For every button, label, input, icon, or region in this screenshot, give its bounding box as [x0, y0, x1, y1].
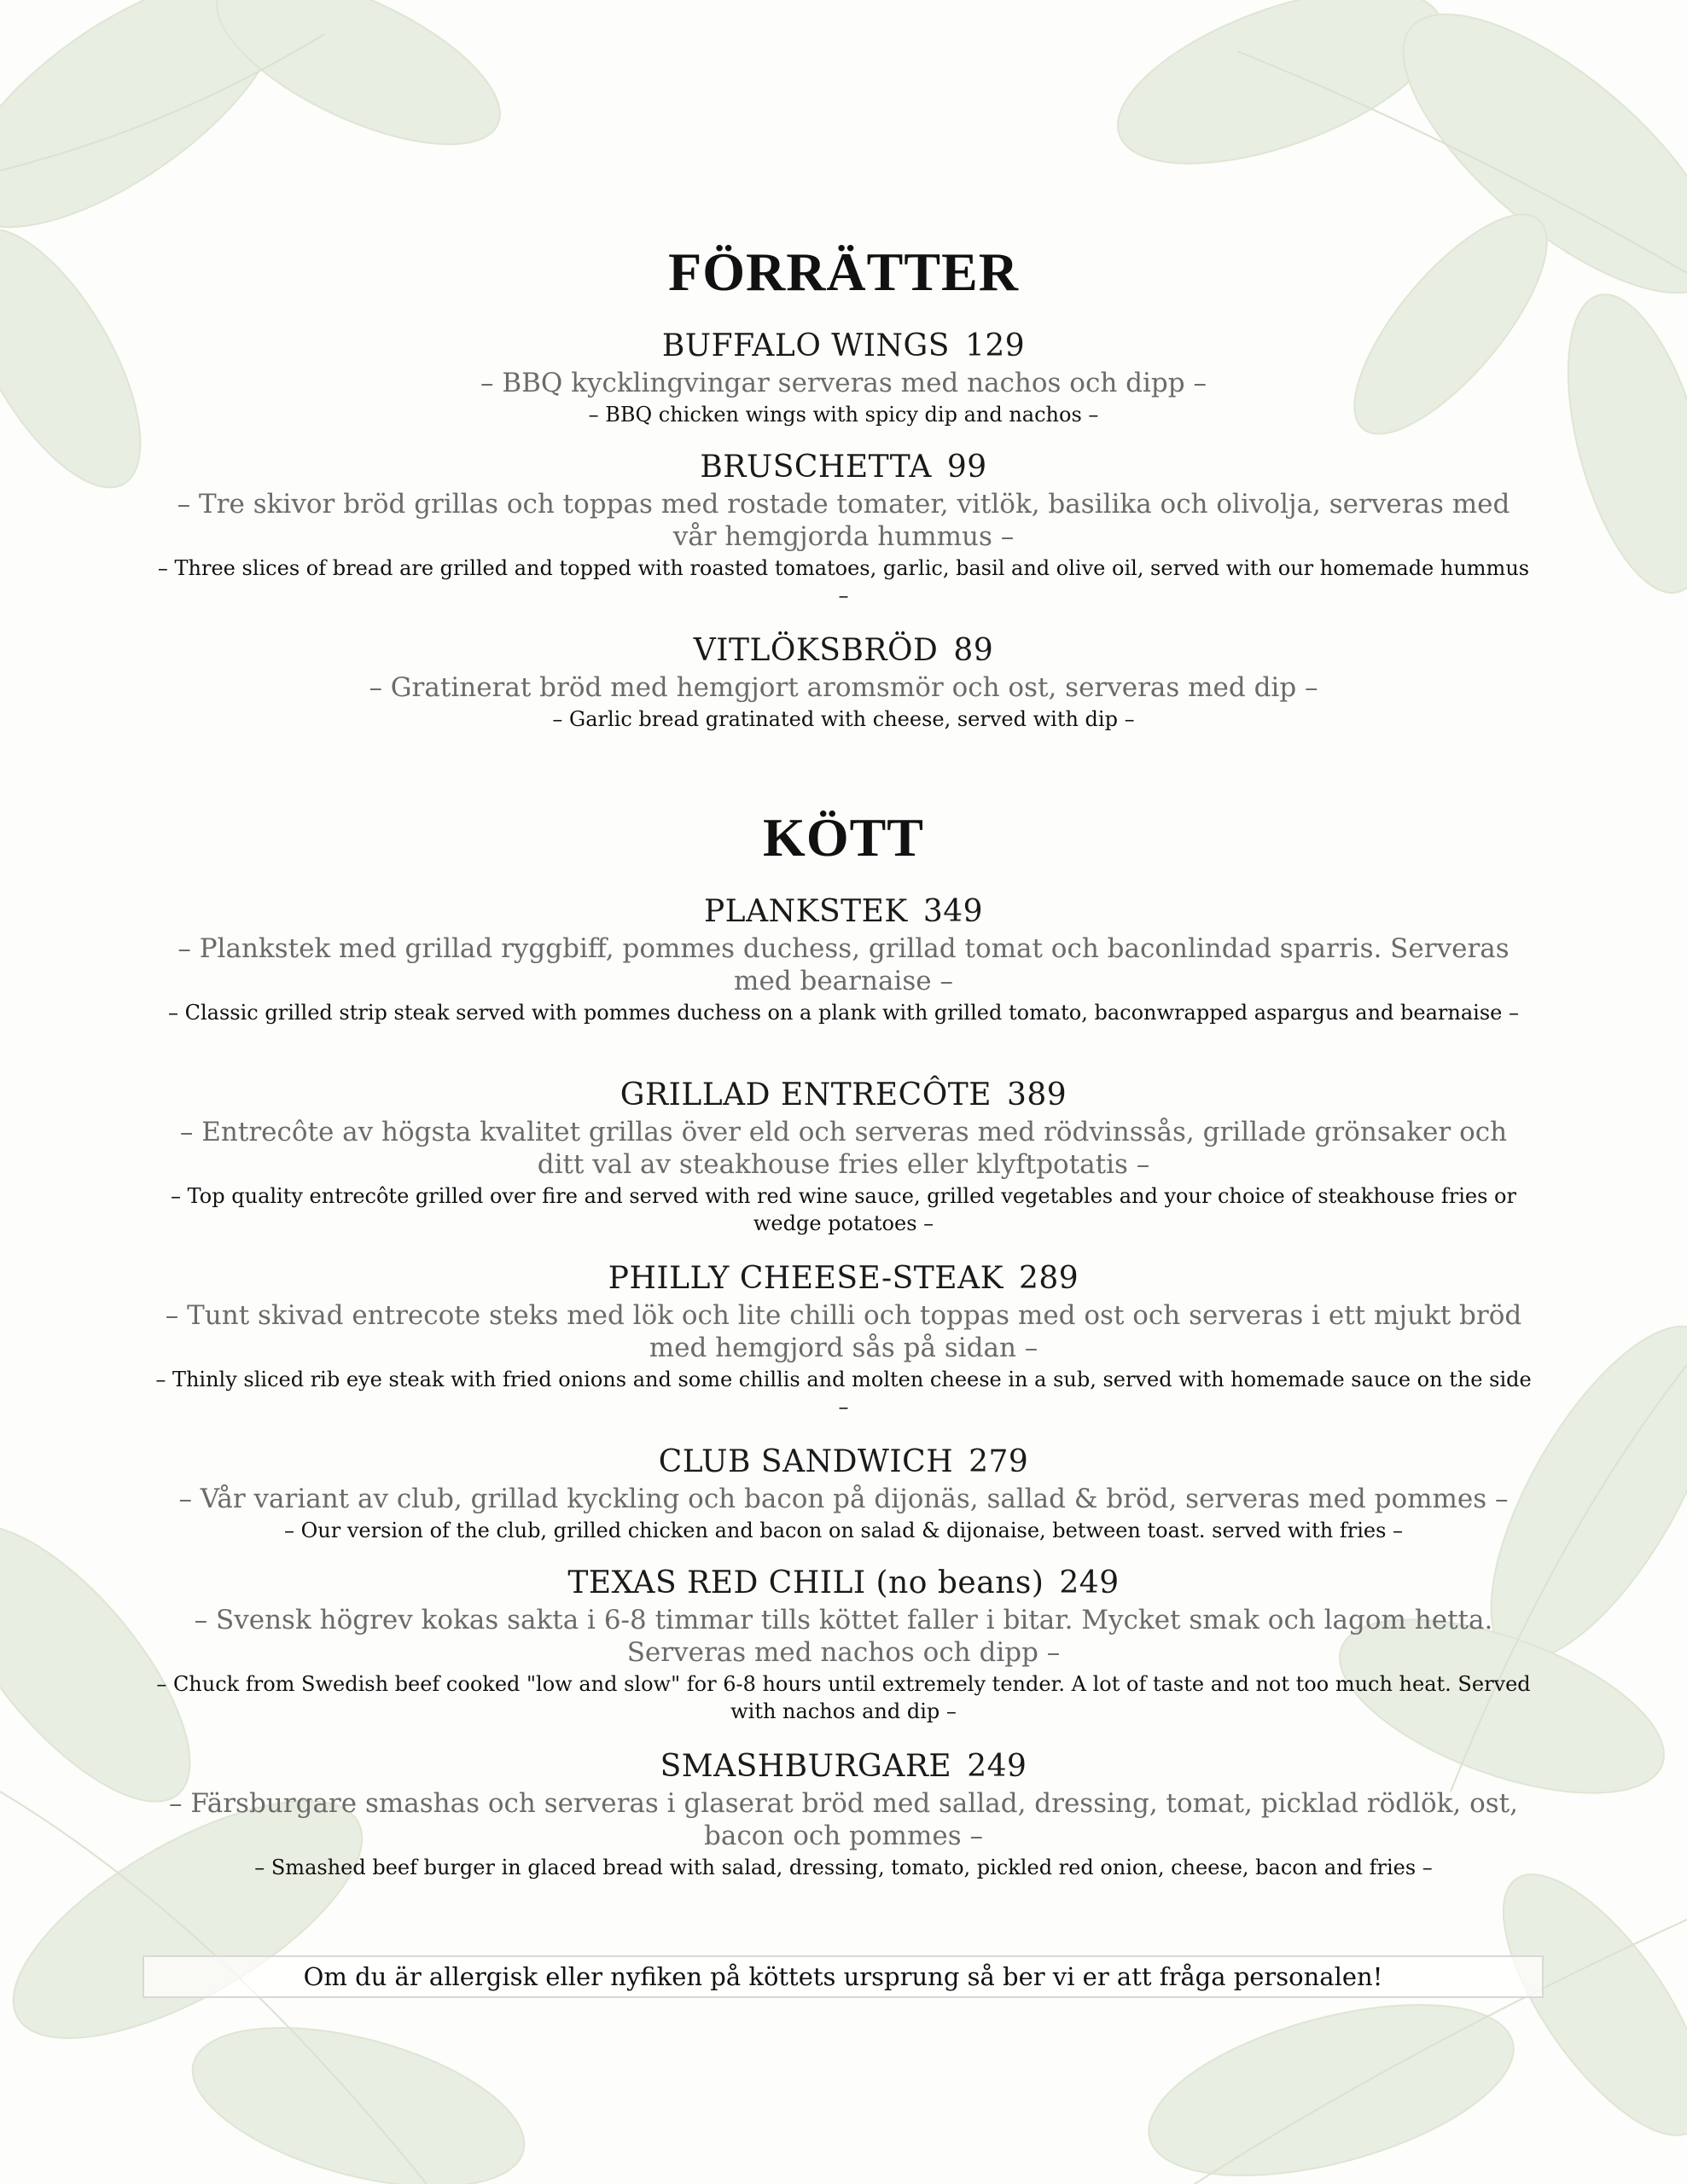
item-price: 129	[964, 328, 1026, 363]
item-name: BRUSCHETTA	[700, 450, 932, 485]
item-name-row	[154, 1565, 1533, 1602]
item-name-row	[154, 1260, 1533, 1298]
menu-item-philly-cheese-steak	[154, 1260, 1533, 1420]
item-name-row	[154, 328, 1533, 365]
item-description-english: – Smashed beef burger in glaced bread with salad, dressing, tomato, pickled red onion, cheese, bacon and fries –	[254, 1856, 1433, 1879]
item-price: 99	[946, 450, 987, 485]
item-description-english: – Thinly sliced rib eye steak with fried onions and some chillis and molten cheese in a sub, served with homemade sauce on the side –	[155, 1368, 1532, 1419]
item-description-swedish: – Vår variant av club, grillad kyckling och bacon på dijonäs, sallad & bröd, serveras med pommes –	[178, 1484, 1509, 1514]
item-price: 249	[967, 1749, 1027, 1784]
item-price: 249	[1059, 1565, 1120, 1600]
item-description-swedish: – BBQ kycklingvingar serveras med nachos och dipp –	[480, 368, 1207, 398]
item-price: 279	[969, 1444, 1029, 1479]
section-title-meat: KÖTT	[763, 807, 924, 868]
item-description-swedish: – Färsburgare smashas och serveras i glaserat bröd med sallad, dressing, tomat, picklad rödlök, ost, bacon och pommes –	[169, 1788, 1518, 1851]
item-description-swedish: – Svensk högrev kokas sakta i 6-8 timmar tills köttet faller i bitar. Mycket smak och lagom hetta. Serveras med nachos och dipp –	[194, 1605, 1493, 1668]
menu-item-club-sandwich	[154, 1443, 1533, 1544]
item-name: CLUB SANDWICH	[658, 1444, 954, 1479]
item-name: BUFFALO WINGS	[661, 328, 950, 363]
item-price: 349	[922, 894, 984, 929]
item-name: TEXAS RED CHILI (no beans)	[567, 1565, 1044, 1600]
item-description-swedish: – Entrecôte av högsta kvalitet grillas över eld och serveras med rödvinssås, grillade grönsaker och ditt val av steakhouse fries eller klyftpotatis –	[179, 1117, 1508, 1180]
menu-item-buffalo-wings	[154, 328, 1533, 428]
menu-item-plankstek	[154, 893, 1533, 1026]
menu-item-grillad-entrecote	[154, 1077, 1533, 1237]
item-name: GRILLAD ENTRECÔTE	[620, 1077, 992, 1112]
menu-item-texas-red-chili	[154, 1565, 1533, 1725]
item-description-english: – Three slices of bread are grilled and topped with roasted tomatoes, garlic, basil and olive oil, served with our homemade hummus –	[157, 556, 1530, 607]
item-name-row	[154, 1748, 1533, 1786]
item-name: PLANKSTEK	[703, 894, 908, 929]
item-description-swedish: – Tunt skivad entrecote steks med lök och lite chilli och toppas med ost och serveras i ett mjukt bröd med hemgjord sås på sidan –	[165, 1300, 1522, 1363]
item-price: 389	[1007, 1077, 1067, 1112]
item-description-english: – Top quality entrecôte grilled over fire and served with red wine sauce, grilled vegetables and your choice of steakhouse fries or wedge potatoes –	[171, 1184, 1516, 1235]
menu-item-bruschetta	[154, 449, 1533, 609]
menu-item-vitloksbrod	[154, 632, 1533, 733]
item-description-swedish: – Plankstek med grillad ryggbiff, pommes duchess, grillad tomat och baconlindad sparris. Serveras med bearnaise –	[177, 933, 1510, 996]
item-price: 289	[1018, 1261, 1079, 1296]
item-name-row	[154, 449, 1533, 486]
item-price: 89	[953, 633, 994, 668]
item-name: PHILLY CHEESE-STEAK	[608, 1261, 1003, 1296]
item-name: SMASHBURGARE	[660, 1749, 952, 1784]
item-name-row	[154, 893, 1533, 931]
item-description-english: – Classic grilled strip steak served with pommes duchess on a plank with grilled tomato, baconwrapped aspargus and bearnaise –	[168, 1001, 1519, 1025]
item-name-row	[154, 1443, 1533, 1481]
item-description-english: – Chuck from Swedish beef cooked "low and slow" for 6-8 hours until extremely tender. A lot of taste and not too much heat. Served with nachos and dip –	[156, 1672, 1531, 1723]
item-description-swedish: – Gratinerat bröd med hemgjort aromsmör och ost, serveras med dip –	[369, 672, 1318, 703]
menu-item-smashburgare	[154, 1748, 1533, 1881]
item-description-english: – Garlic bread gratinated with cheese, served with dip –	[552, 707, 1135, 731]
allergy-notice: Om du är allergisk eller nyfiken på köttets ursprung så ber vi er att fråga personalen!	[143, 1955, 1544, 1998]
section-title-starters: FÖRRÄTTER	[668, 241, 1019, 302]
item-description-english: – BBQ chicken wings with spicy dip and nachos –	[588, 403, 1099, 427]
item-name-row	[154, 632, 1533, 670]
item-name: VITLÖKSBRÖD	[693, 633, 939, 668]
item-name-row	[154, 1077, 1533, 1114]
item-description-swedish: – Tre skivor bröd grillas och toppas med rostade tomater, vitlök, basilika och olivolja, serveras med vår hemgjorda hummus –	[177, 489, 1510, 552]
item-description-english: – Our version of the club, grilled chicken and bacon on salad & dijonaise, between toast. served with fries –	[283, 1519, 1404, 1542]
